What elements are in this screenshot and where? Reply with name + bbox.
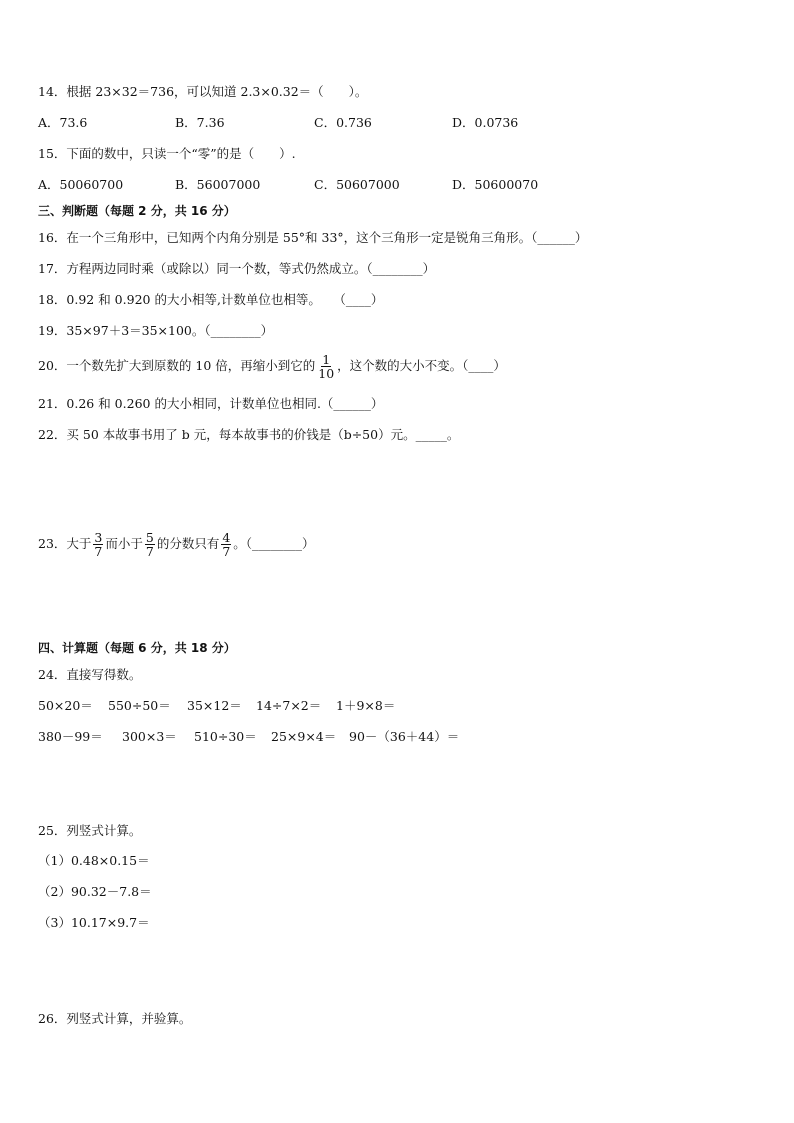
question-19: 19．35×97＋3＝35×100。（________） <box>38 323 274 338</box>
q24-r2-item-3: 510÷30＝ <box>194 729 257 744</box>
question-20 <box>38 348 506 384</box>
q14-option-a[interactable]: A．73.6 <box>38 115 88 130</box>
question-21: 21．0.26 和 0.260 的大小相同，计数单位也相同.（______） <box>38 396 384 411</box>
question-25-title: 25．列竖式计算。 <box>38 823 142 838</box>
q23-f3-numerator: 4 <box>222 529 231 545</box>
q24-r2-item-5: 90－（36＋44）＝ <box>349 729 460 744</box>
q24-r2-item-2: 300×3＝ <box>122 729 177 744</box>
q15-option-d[interactable]: D．50600070 <box>452 177 539 192</box>
q14-option-b[interactable]: B．7.36 <box>175 115 225 130</box>
question-15: 15．下面的数中，只读一个“零”的是（ ）. <box>38 146 296 161</box>
q23-f2-denominator: 7 <box>145 544 154 559</box>
q25-item-2: （2）90.32－7.8＝ <box>38 884 152 899</box>
q23-part3: 的分数只有 <box>156 536 220 551</box>
q25-item-3: （3）10.17×9.7＝ <box>38 915 150 930</box>
q24-r1-item-2: 550÷50＝ <box>108 698 171 713</box>
q20-text-after: ，这个数的大小不变。（____） <box>337 358 506 373</box>
q24-r2-item-4: 25×9×4＝ <box>271 729 337 744</box>
q15-option-a[interactable]: A．50060700 <box>38 177 124 192</box>
q20-fraction-numerator: 1 <box>322 351 331 367</box>
q23-f3-denominator: 7 <box>222 544 231 559</box>
q24-r1-item-1: 50×20＝ <box>38 698 93 713</box>
q23-part1: 23．大于 <box>38 536 92 551</box>
question-23 <box>38 526 315 562</box>
q15-option-b[interactable]: B．56007000 <box>175 177 261 192</box>
q25-item-1: （1）0.48×0.15＝ <box>38 853 150 868</box>
q24-r2-item-1: 380－99＝ <box>38 729 103 744</box>
q20-fraction-denominator: 10 <box>318 366 335 381</box>
q23-fraction-1 <box>93 531 103 558</box>
q14-option-d[interactable]: D．0.0736 <box>452 115 519 130</box>
section-heading-judgment: 三、判断题（每题 2 分，共 16 分） <box>38 204 236 218</box>
question-26-title: 26．列竖式计算，并验算。 <box>38 1011 192 1026</box>
q23-fraction-2 <box>145 531 155 558</box>
question-17: 17．方程两边同时乘（或除以）同一个数，等式仍然成立。（________） <box>38 261 436 276</box>
q23-f1-denominator: 7 <box>94 544 103 559</box>
section-heading-calculation: 四、计算题（每题 6 分，共 18 分） <box>38 641 236 655</box>
q23-part2: 而小于 <box>105 536 143 551</box>
q14-option-c[interactable]: C．0.736 <box>314 115 372 130</box>
q20-text-before: 20．一个数先扩大到原数的 10 倍，再缩小到它的 <box>38 358 316 373</box>
question-24-title: 24．直接写得数。 <box>38 667 142 682</box>
q23-fraction-3 <box>221 531 231 558</box>
q24-r1-item-3: 35×12＝ <box>187 698 242 713</box>
q20-fraction <box>317 353 335 380</box>
q24-r1-item-4: 14÷7×2＝ <box>256 698 322 713</box>
q23-f2-numerator: 5 <box>145 529 154 545</box>
question-22: 22．买 50 本故事书用了 b 元，每本故事书的价钱是（b÷50）元。_____。 <box>38 427 460 442</box>
question-14: 14．根据 23×32＝736，可以知道 2.3×0.32＝（ ）。 <box>38 84 368 99</box>
q24-r1-item-5: 1＋9×8＝ <box>336 698 396 713</box>
question-16: 16．在一个三角形中，已知两个内角分别是 55°和 33°，这个三角形一定是锐角三角形。（______） <box>38 230 588 245</box>
q15-option-c[interactable]: C．50607000 <box>314 177 400 192</box>
question-18: 18．0.92 和 0.920 的大小相等,计数单位也相等。 （____） <box>38 292 384 307</box>
q23-part4: 。（________） <box>233 536 315 551</box>
q23-f1-numerator: 3 <box>94 529 103 545</box>
